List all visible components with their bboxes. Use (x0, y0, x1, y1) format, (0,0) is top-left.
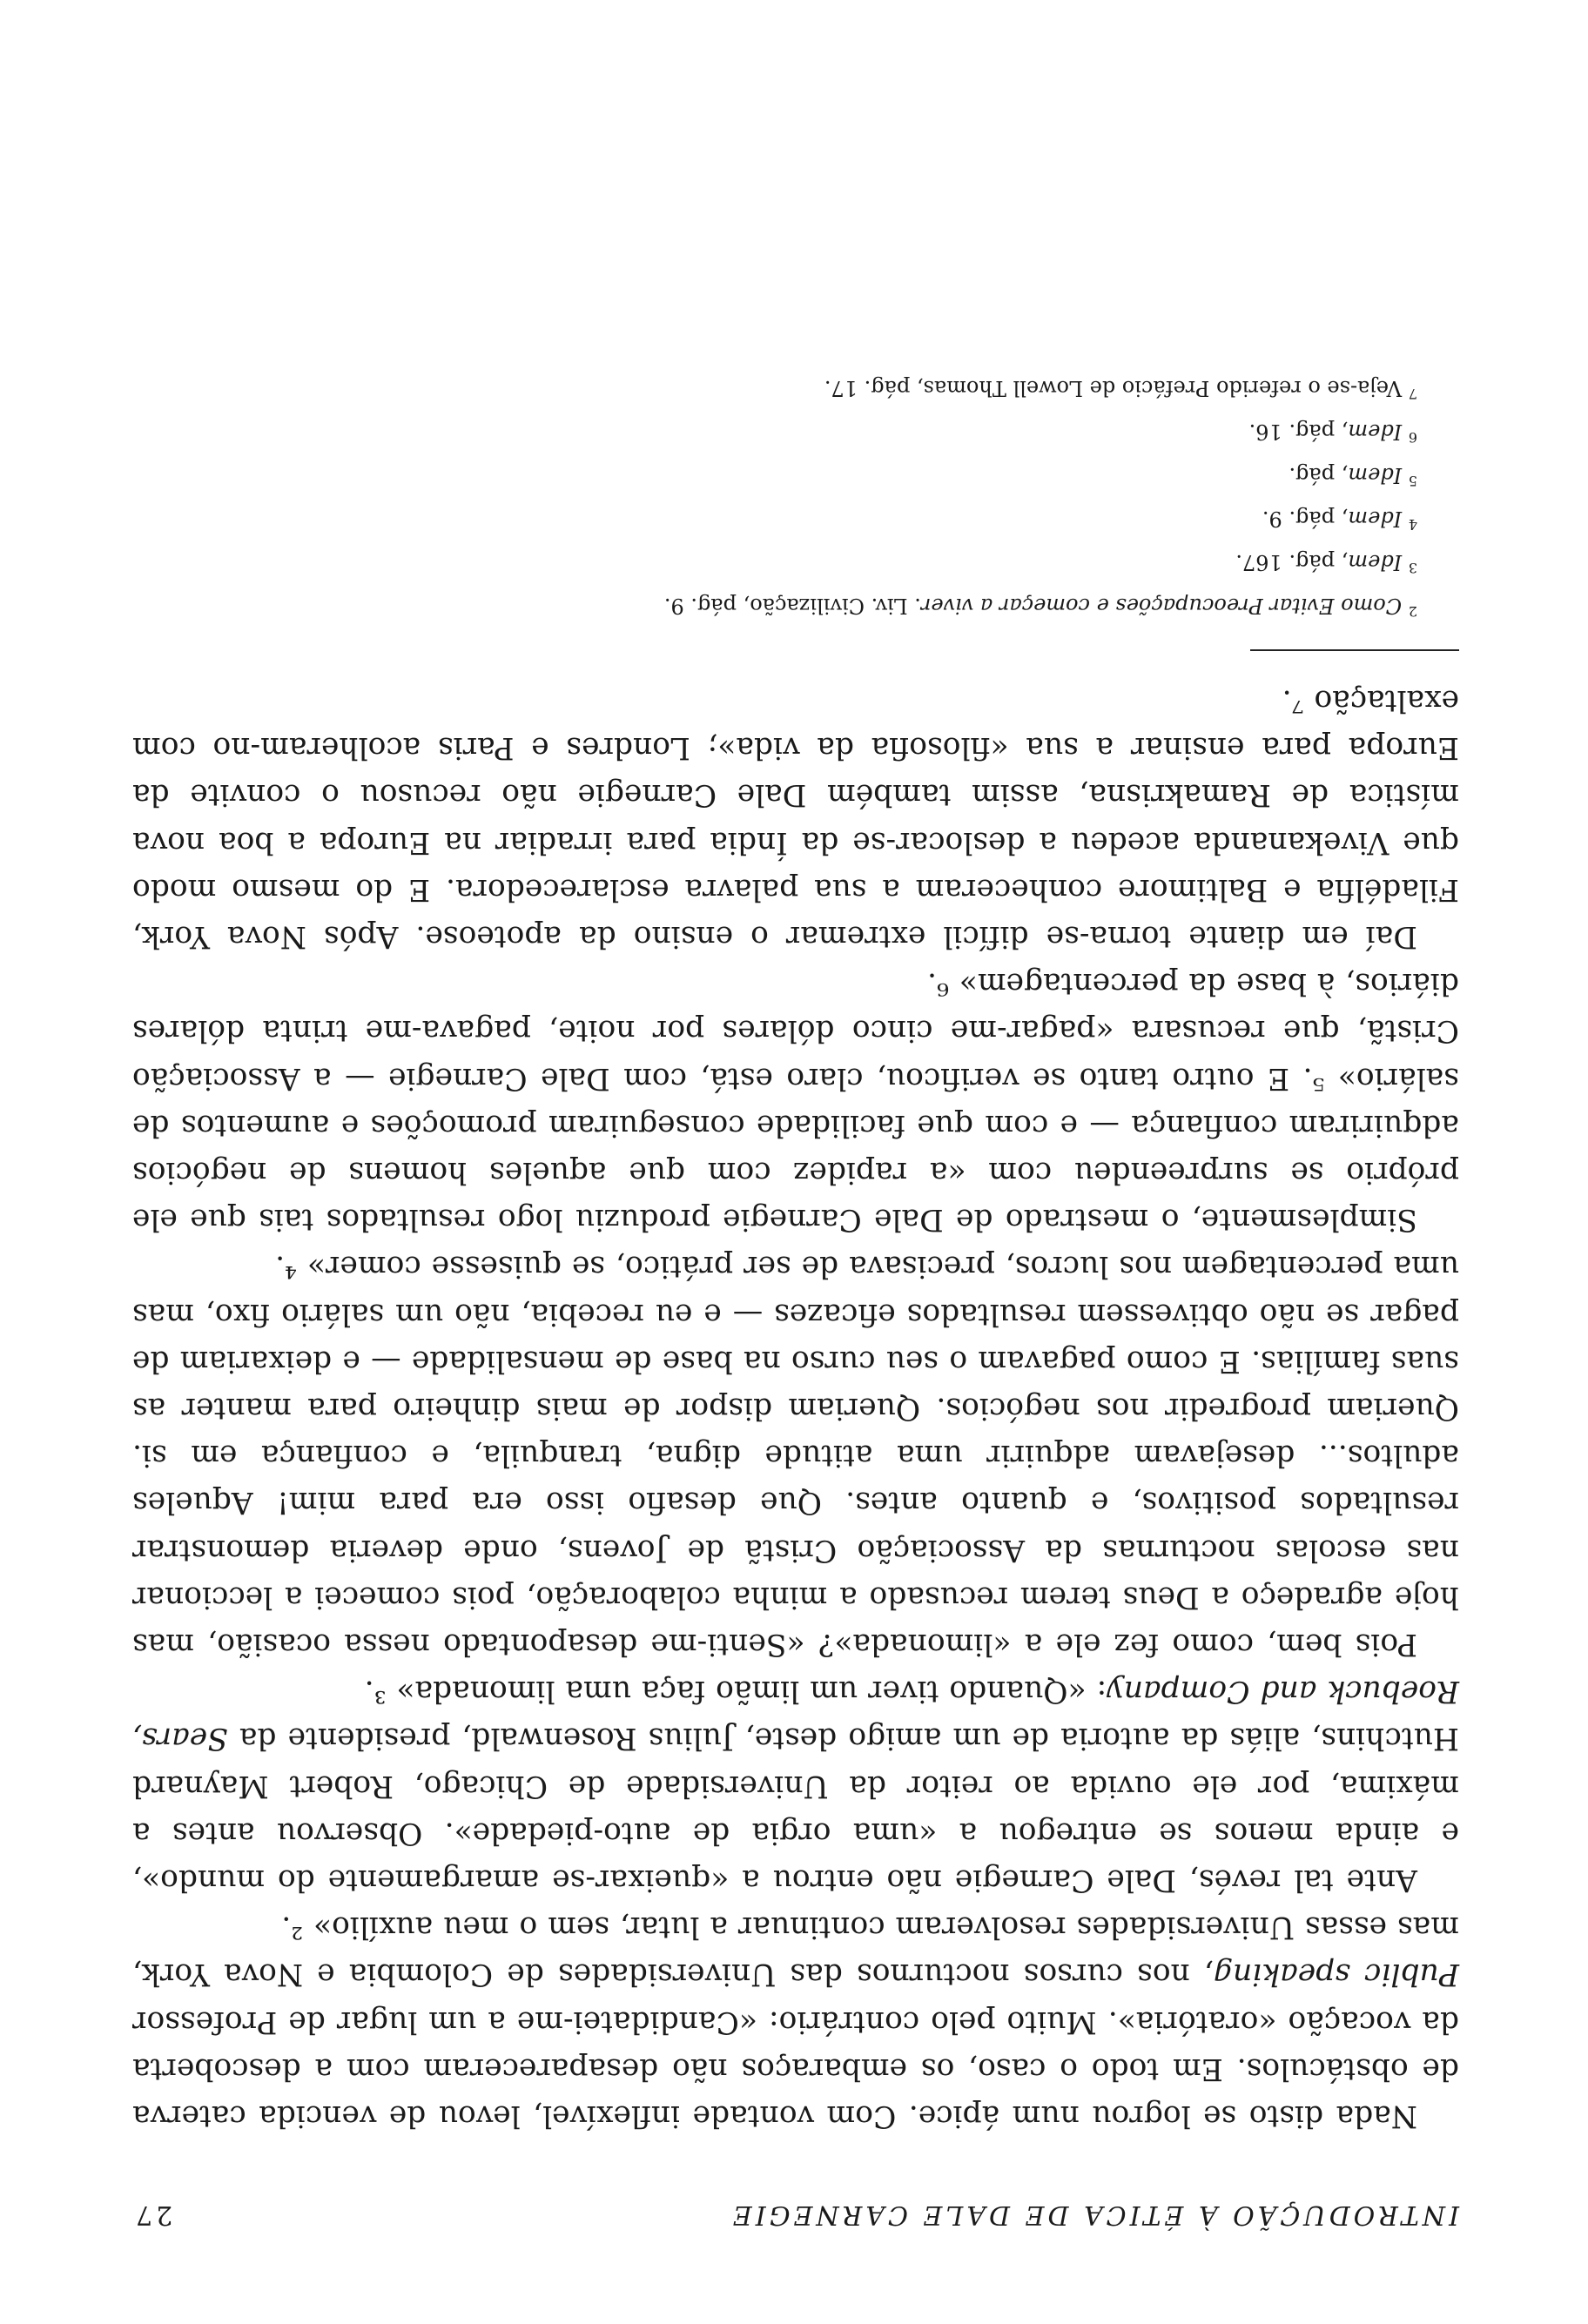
footnote-text: . Liv. Civilização, pág. 9. (663, 593, 921, 618)
footnote-text: , pág. 9. (1262, 506, 1349, 531)
page-content (132, 369, 1459, 2230)
paragraph (132, 960, 1459, 1243)
emphasis-text: Public speaking (1213, 1957, 1459, 1992)
paragraph-text: Pois bem, como fez ele a «limonada»? «Senti-me desapontado nessa ocasião, mas hoje agradeço a Deus terem recusado a minha colaboração, pois comecei a leccionar nas escolas nocturnas da Associação Cristã de Jovens, onde deveria demonstrar resultados positivos, e quanto antes. Que desafio isso era para mim! Aqueles adultos... desejavam adquirir uma atitude digna, tranquila, e confiança em si. Queriam progredir nos negócios. Queriam dispor de mais dinheiro para manter as suas famílias. E como pagavam o seu curso na base de mensalidade — e deixariam de pagar se não obtivessem resultados eficazes — e eu recebia, não um salário fixo, mas uma percentagem nos lucros, precisava de ser prático, se quisesse comer» ⁴. (132, 1249, 1459, 1662)
footnote-number: 3 (1408, 559, 1417, 576)
footnote-number: 4 (1408, 515, 1417, 533)
body-text (132, 677, 1459, 2139)
paragraph (132, 1243, 1459, 1668)
footnote (132, 369, 1459, 413)
paragraph (132, 677, 1459, 960)
footnote-number: 2 (1408, 602, 1417, 620)
footnote-title: Idem (1348, 506, 1403, 531)
footnotes (132, 369, 1459, 630)
running-head-title: INTRODUÇÃO À ÉTICA DE DALE CARNEGIE (729, 2200, 1459, 2230)
footnote (132, 413, 1459, 456)
paragraph-text: Ante tal revés, Dale Carnegie não entrou a «queixar-se amargamente do mundo», e ainda menos se entregou a «uma orgia de auto-piedade». Observou antes a máxima, por ele ouvida ao reitor da Universidade de Chicago, Robert Maynard Hutchins, aliás da autoria de um amigo deste, Julius Rosenwald, presidente da (132, 1721, 1459, 1897)
footnote (132, 500, 1459, 543)
footnote-title: Idem (1348, 462, 1403, 487)
footnote (132, 456, 1459, 500)
running-head (132, 2178, 1459, 2230)
footnote-text: , pág. 16. (1248, 419, 1349, 444)
footnote (132, 587, 1459, 630)
footnote-divider (1250, 649, 1459, 651)
footnote-title: Idem (1348, 419, 1403, 444)
footnote-number: 6 (1408, 428, 1417, 446)
paragraph (132, 1904, 1459, 2139)
footnote-title: Como Evitar Preocupações e começar a viver (920, 593, 1403, 618)
footnote-text: , pág. 167. (1235, 549, 1349, 574)
paragraph-text: : «Quando tiver um limão faça uma limonada» ³. (364, 1674, 1107, 1709)
paragraph (132, 1668, 1459, 1904)
paragraph-text: Nada disto se logrou num ápice. Com vontade inflexível, levou de vencida caterva de obstáculos. Em todo o caso, os embaraços não desapareceram com a descoberta da vocação «oratória». Muito pelo contrário: «Candidatei-me a um lugar de Professor (132, 2004, 1459, 2133)
paragraph-text: Simplesmente, o mestrado de Dale Carnegie produziu logo resultados tais que ele próprio se surpreendeu com «a rapidez com que aqueles homens de negócios adquiriram confiança — e com que facilidade conseguiram promoções e aumentos de salário» ⁵. E outro tanto se verificou, claro está, com Dale Carnegie — a Associação Cristã, que recusara «pagar-me cinco dólares por noite, pagava-me trinta dólares diários, à base da percentagem» ⁶. (132, 966, 1459, 1238)
paragraph-text: Daí em diante torna-se difícil extremar o ensino da apoteose. Após Nova York, Filadélfia e Baltimore conheceram a sua palavra esclarecedora. E do mesmo modo que Vivekananda acedeu a deslocar-se da Índia para irradiar na Europa a boa nova mística de Ramakrisna, assim também Dale Carnegie não recusou o convite da Europa para ensinar a sua «filosofia da vida»; Londres e Paris acolheram-no com exaltação ⁷. (132, 682, 1459, 954)
paragraph-text: , nos cursos nocturnos das Universidades de Colombia e Nova York, mas essas Universidades resolveram continuar a lutar, sem o meu auxílio» ². (132, 1910, 1459, 1992)
footnote-text: , pág. (1289, 462, 1349, 487)
footnote-text: Veja-se o referido Prefácio de Lowell Thomas, pág. 17. (824, 375, 1403, 400)
emphasis-text: Sears, Roebuck and Company (132, 1674, 1459, 1756)
page-number: 27 (132, 2200, 173, 2230)
footnote-number: 5 (1408, 472, 1417, 489)
footnote (132, 543, 1459, 587)
footnote-title: Idem (1348, 549, 1403, 574)
footnote-number: 7 (1408, 385, 1417, 402)
